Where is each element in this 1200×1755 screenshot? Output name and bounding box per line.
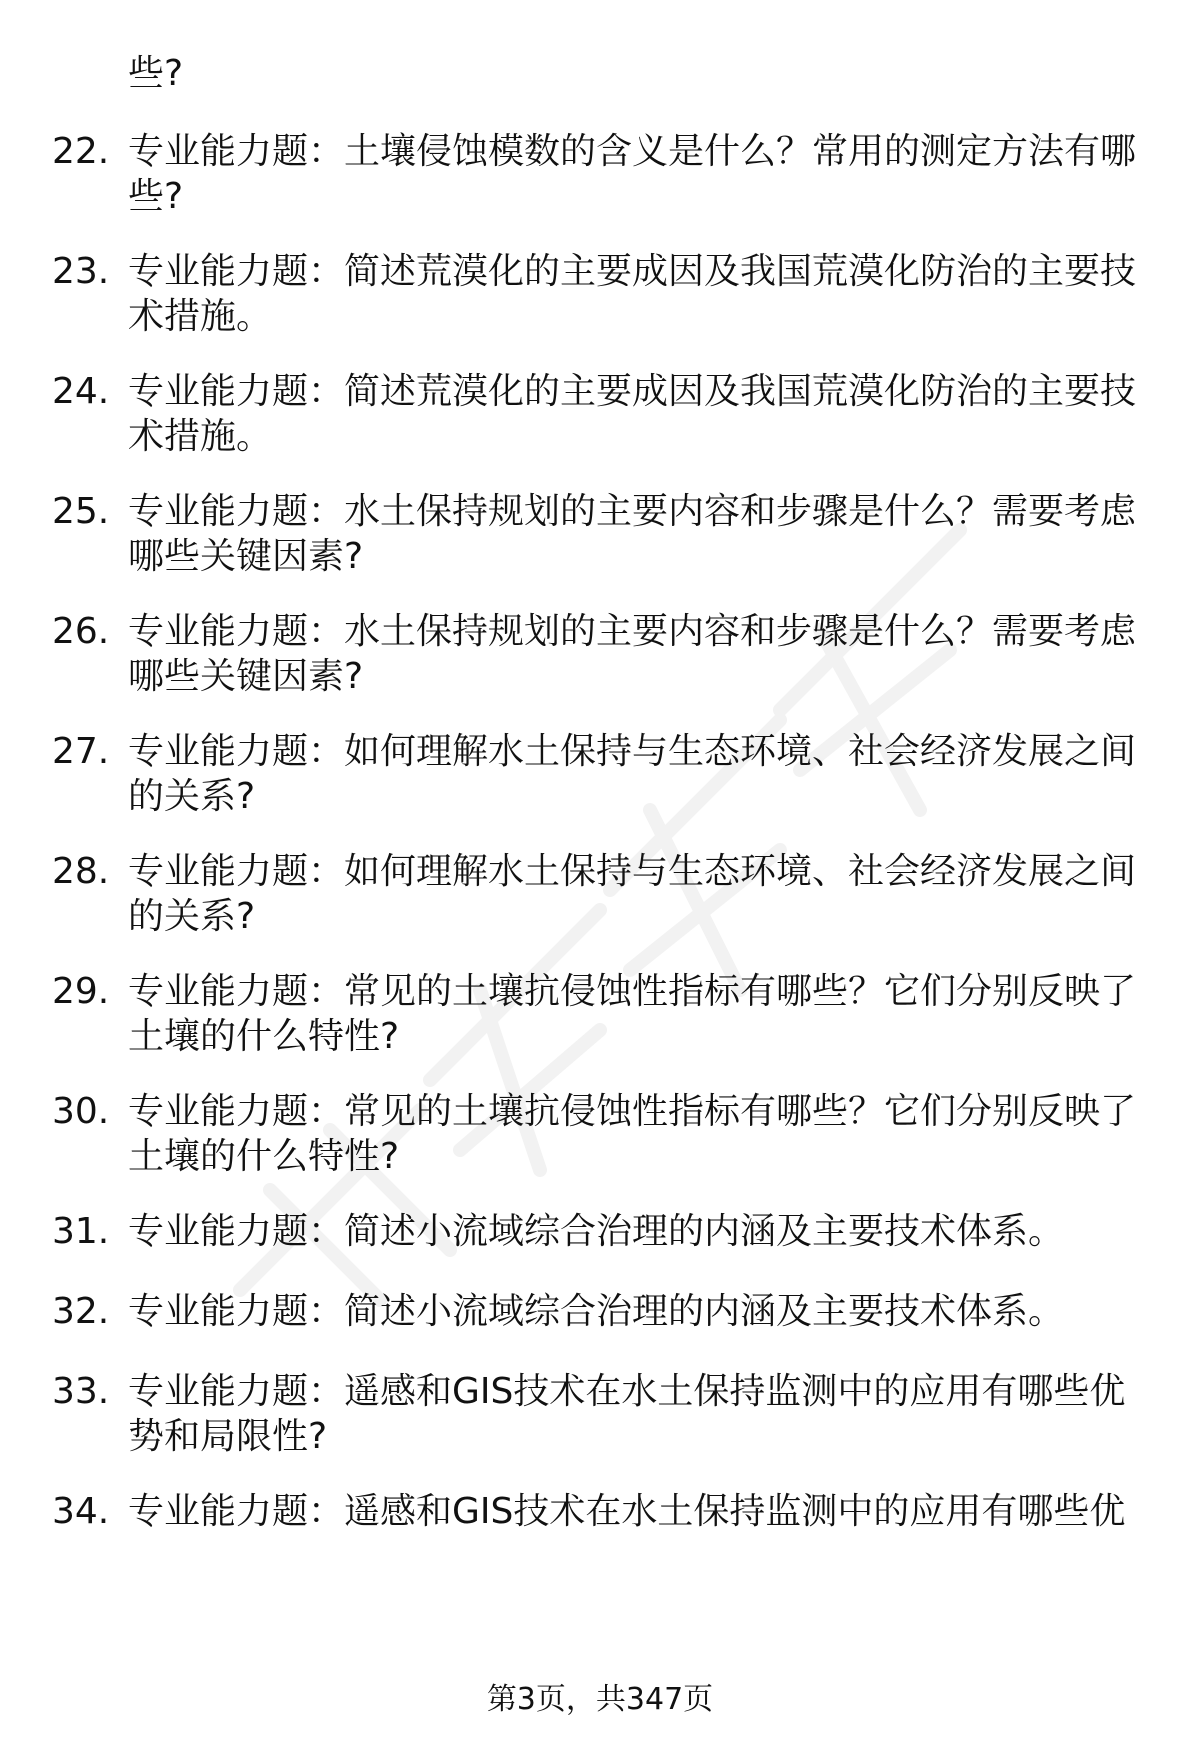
item-text: 专业能力题：如何理解水土保持与生态环境、社会经济发展之间 xyxy=(128,731,1137,772)
item-text: 的关系? xyxy=(128,896,256,937)
item-number: 27. xyxy=(52,731,110,772)
continued-text: 些? xyxy=(128,53,184,94)
item-number: 32. xyxy=(52,1291,110,1332)
item-number: 25. xyxy=(52,491,110,532)
item-number: 31. xyxy=(52,1211,110,1252)
item-text: 术措施。 xyxy=(128,296,273,337)
item-number: 24. xyxy=(52,371,110,412)
item-number: 28. xyxy=(52,851,110,892)
item-text: 专业能力题：如何理解水土保持与生态环境、社会经济发展之间 xyxy=(128,851,1137,892)
item-number: 33. xyxy=(52,1371,110,1412)
item-number: 22. xyxy=(52,131,110,172)
item-text: 专业能力题：水土保持规划的主要内容和步骤是什么？需要考虑 xyxy=(128,611,1137,652)
item-text: 土壤的什么特性? xyxy=(128,1136,400,1177)
page-footer: 第3页，共347页 xyxy=(486,1682,714,1717)
item-text: 哪些关键因素? xyxy=(128,656,364,697)
item-text: 土壤的什么特性? xyxy=(128,1016,400,1057)
item-text: 术措施。 xyxy=(128,416,273,457)
item-number: 23. xyxy=(52,251,110,292)
item-text: 专业能力题：常见的土壤抗侵蚀性指标有哪些？它们分别反映了 xyxy=(128,1091,1137,1132)
item-text: 专业能力题：水土保持规划的主要内容和步骤是什么？需要考虑 xyxy=(128,491,1137,532)
item-text: 专业能力题：简述荒漠化的主要成因及我国荒漠化防治的主要技 xyxy=(128,371,1137,412)
item-number: 30. xyxy=(52,1091,110,1132)
item-text: 专业能力题：遥感和GIS技术在水土保持监测中的应用有哪些优 xyxy=(128,1491,1126,1532)
item-text: 专业能力题：常见的土壤抗侵蚀性指标有哪些？它们分别反映了 xyxy=(128,971,1137,1012)
item-text: 专业能力题：遥感和GIS技术在水土保持监测中的应用有哪些优 xyxy=(128,1371,1126,1412)
item-text: 势和局限性? xyxy=(128,1416,328,1457)
item-text: 专业能力题：土壤侵蚀模数的含义是什么？常用的测定方法有哪 xyxy=(128,131,1137,172)
item-text: 专业能力题：简述小流域综合治理的内涵及主要技术体系。 xyxy=(128,1211,1065,1252)
item-text: 些? xyxy=(128,176,184,217)
item-text: 哪些关键因素? xyxy=(128,536,364,577)
item-number: 26. xyxy=(52,611,110,652)
item-text: 专业能力题：简述荒漠化的主要成因及我国荒漠化防治的主要技 xyxy=(128,251,1137,292)
item-text: 专业能力题：简述小流域综合治理的内涵及主要技术体系。 xyxy=(128,1291,1065,1332)
item-number: 34. xyxy=(52,1491,110,1532)
item-text: 的关系? xyxy=(128,776,256,817)
item-number: 29. xyxy=(52,971,110,1012)
